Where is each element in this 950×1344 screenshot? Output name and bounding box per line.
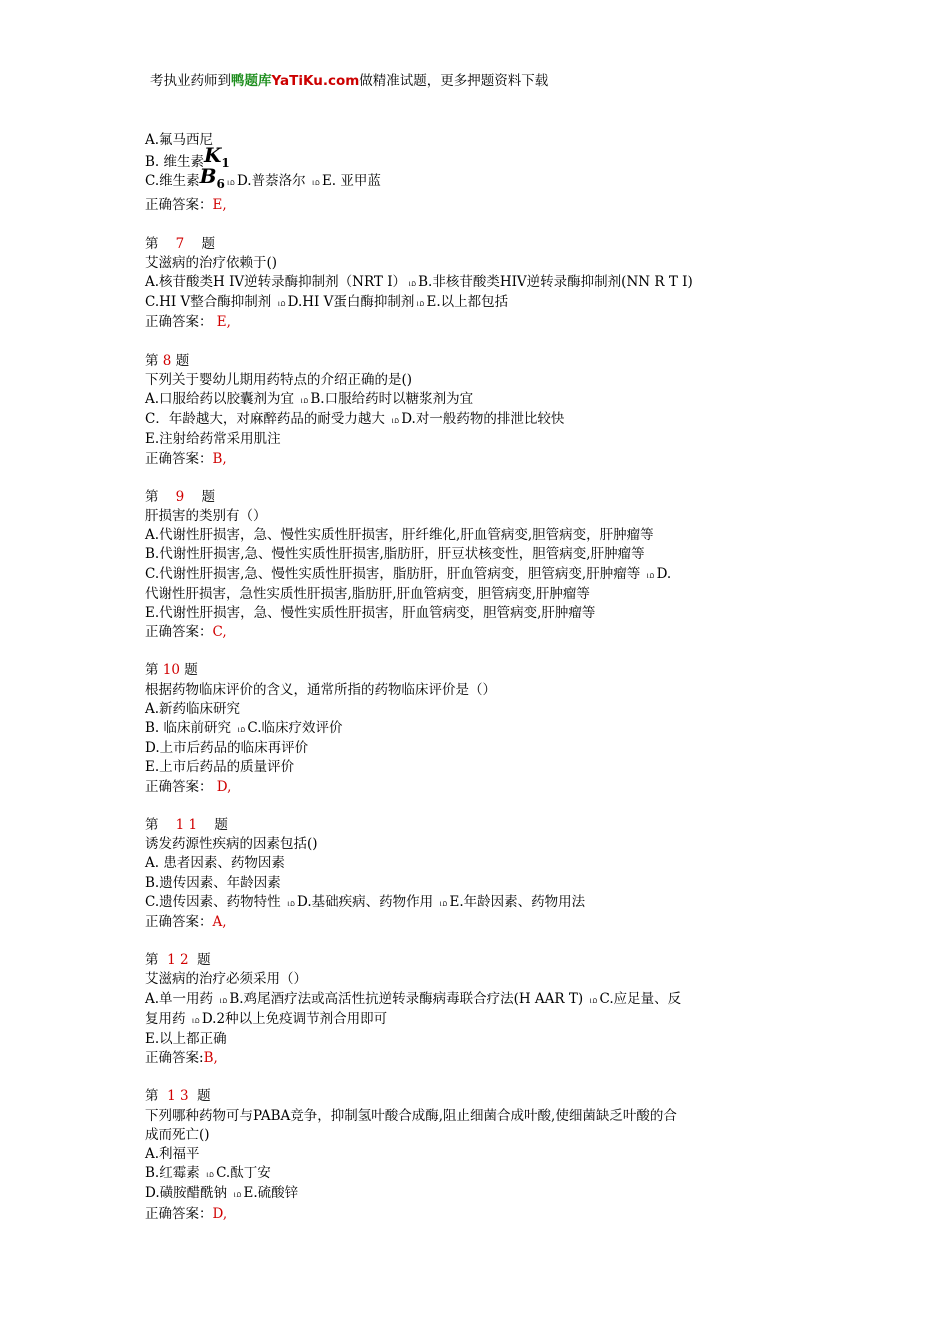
question-number: 1 2 — [167, 952, 189, 969]
separator-icon: ம — [206, 1169, 215, 1181]
question-title — [145, 816, 810, 835]
separator-icon: ம — [300, 395, 309, 407]
option-b — [145, 143, 810, 171]
separator-icon: ம — [219, 994, 228, 1006]
question-number: 7 — [175, 235, 185, 252]
question-stem-line-2: 成而死亡() — [145, 1126, 210, 1143]
question-stem: 诱发药源性疾病的因素包括() — [145, 836, 318, 853]
header-brand-cn[interactable]: 鸭题库 — [231, 73, 272, 89]
answer-label: 正确答案： — [145, 913, 213, 930]
question-number: 9 — [175, 488, 185, 505]
question-13 — [145, 1087, 810, 1223]
option-c-rest: 复用药 — [145, 1010, 186, 1027]
question-11 — [145, 816, 810, 932]
separator-icon: ம — [416, 298, 425, 310]
option-b-text: B.红霉素 — [145, 1165, 200, 1182]
title-suffix: 题 — [197, 1088, 211, 1105]
answer-label: 正确答案： — [145, 450, 213, 467]
option-a-text: A.口服给药以胶囊剂为宜 — [145, 391, 295, 408]
separator-icon: ம — [226, 177, 235, 189]
header-suffix: 做精准试题，更多押题资料下载 — [359, 73, 549, 89]
answer-label: 正确答案： — [145, 624, 213, 641]
option-b-text: B.鸡尾酒疗法或高活性抗逆转录酶病毒联合疗法(H AAR T) — [229, 990, 584, 1007]
question-stem: 艾滋病的治疗依赖于() — [145, 254, 278, 271]
option-cde — [145, 893, 810, 913]
option-d: D.上市后药品的临床再评价 — [145, 740, 309, 757]
separator-icon: ம — [286, 897, 295, 909]
option-a: A.代谢性肝损害，急、慢性实质性肝损害，肝纤维化,肝血管病变,胆管病变，肝肿瘤等 — [145, 527, 654, 544]
answer-value: B, — [212, 450, 227, 467]
option-cd — [145, 565, 810, 585]
option-b: B.代谢性肝损害,急、慢性实质性肝损害,脂肪肝，肝豆状核变性，胆管病变,肝肿瘤等 — [145, 546, 645, 563]
question-stem: 下列关于婴幼儿期用药特点的介绍正确的是() — [145, 371, 413, 388]
question-number: 1 1 — [175, 816, 198, 833]
title-suffix: 题 — [201, 488, 215, 505]
question-title — [145, 1087, 810, 1106]
answer-line — [145, 913, 810, 932]
answer-line — [145, 196, 810, 215]
option-c-head: C.应足量、反 — [599, 990, 682, 1007]
answer-line — [145, 623, 810, 642]
formula-subscript: 6 — [216, 177, 225, 192]
option-e: E.上市后药品的质量评价 — [145, 759, 295, 776]
title-prefix: 第 — [145, 816, 159, 833]
formula-letter: B — [199, 164, 217, 189]
separator-icon: ம — [391, 415, 400, 427]
title-prefix: 第 — [145, 662, 159, 679]
option-cde — [145, 164, 810, 196]
answer-label: 正确答案： — [145, 778, 213, 795]
option-e-text: E.硫酸锌 — [243, 1185, 299, 1202]
separator-icon: ம — [589, 994, 598, 1006]
option-bc — [145, 719, 810, 739]
page-header — [150, 71, 850, 91]
question-number: 8 — [162, 352, 172, 369]
option-e-text: E. 亚甲蓝 — [321, 173, 381, 190]
option-c-text: C.临床疗效评价 — [247, 720, 343, 737]
option-e: E.以上都正确 — [145, 1030, 227, 1047]
separator-icon: ம — [439, 897, 448, 909]
title-suffix: 题 — [184, 662, 198, 679]
option-b-text: B. 维生素 — [145, 154, 205, 171]
question-stem: 肝损害的类别有（） — [145, 508, 267, 525]
separator-icon: ம — [233, 1189, 242, 1201]
separator-icon: ம — [646, 569, 655, 581]
separator-icon: ம — [277, 298, 286, 310]
option-c-text: C.代谢性肝损害,急、慢性实质性肝损害，脂肪肝，肝血管病变，胆管病变,肝肿瘤等 — [145, 565, 641, 582]
title-prefix: 第 — [145, 1088, 159, 1105]
option-abc — [145, 990, 810, 1010]
option-a-text: A.单一用药 — [145, 990, 214, 1007]
option-c-text: C.遗传因素、药物特性 — [145, 893, 281, 910]
option-de — [145, 1184, 810, 1204]
answer-label: 正确答案： — [145, 197, 213, 214]
title-suffix: 题 — [214, 816, 228, 833]
option-a: A.新药临床研究 — [145, 700, 241, 717]
option-c-text: C.HI V整合酶抑制剂 — [145, 294, 272, 311]
question-title — [145, 352, 810, 371]
separator-icon: ம — [408, 278, 417, 290]
answer-label: 正确答案： — [145, 1205, 213, 1222]
formula-letter: K — [204, 143, 222, 168]
option-e: E.代谢性肝损害，急、慢性实质性肝损害，肝血管病变，胆管病变,肝肿瘤等 — [145, 605, 596, 622]
option-e: E.注射给药常采用肌注 — [145, 431, 281, 448]
title-suffix: 题 — [197, 952, 211, 969]
answer-line — [145, 1205, 810, 1224]
option-bc — [145, 1164, 810, 1184]
question-number: 1 3 — [167, 1088, 189, 1105]
option-c-text: C.维生素 — [145, 173, 200, 190]
option-c-text: C．年龄越大，对麻醉药品的耐受力越大 — [145, 411, 385, 428]
option-a: A.利福平 — [145, 1145, 200, 1162]
question-title — [145, 661, 810, 680]
answer-value: C, — [212, 624, 227, 641]
option-ab — [145, 273, 810, 293]
title-prefix: 第 — [145, 488, 159, 505]
option-d-text: D.2种以上免疫调节剂合用即可 — [201, 1010, 388, 1027]
question-title — [145, 488, 810, 507]
answer-value: E, — [212, 197, 227, 214]
answer-label: 正确答案： — [145, 314, 213, 331]
answer-value: D, — [212, 1205, 228, 1222]
question-8 — [145, 352, 810, 469]
document-body — [145, 131, 810, 1243]
title-prefix: 第 — [145, 952, 159, 969]
option-cd-continued — [145, 1010, 810, 1030]
option-d-text: D.HI V蛋白酶抑制剂 — [287, 294, 415, 311]
question-title — [145, 235, 810, 254]
option-cde — [145, 293, 810, 313]
option-e-text: E.年龄因素、药物用法 — [449, 893, 586, 910]
question-10 — [145, 661, 810, 796]
option-b-text: B. 临床前研究 — [145, 720, 232, 737]
option-d-head: D. — [656, 565, 672, 582]
answer-value: D, — [212, 778, 232, 795]
answer-line — [145, 313, 810, 332]
option-d-text: D.磺胺醋酰钠 — [145, 1185, 228, 1202]
header-prefix: 考执业药师到 — [150, 73, 231, 89]
separator-icon: ம — [191, 1014, 200, 1026]
question-title — [145, 951, 810, 970]
option-a: A.氟马西尼 — [145, 132, 214, 148]
option-d-continued: 代谢性肝损害，急性实质性肝损害,脂肪肝,肝血管病变，胆管病变,肝肿瘤等 — [145, 585, 590, 602]
question-stem: 根据药物临床评价的含义，通常所指的药物临床评价是（） — [145, 681, 496, 698]
title-prefix: 第 — [145, 235, 159, 252]
answer-line — [145, 1049, 810, 1068]
option-a-text: A.核苷酸类H IV逆转录酶抑制剂（NRT Ⅰ） — [145, 274, 407, 291]
question-stem: 艾滋病的治疗必须采用（） — [145, 971, 307, 988]
separator-icon: ம — [237, 724, 246, 736]
option-cd — [145, 410, 810, 430]
title-suffix: 题 — [201, 235, 215, 252]
answer-line — [145, 778, 810, 797]
question-7 — [145, 235, 810, 333]
option-d-text: D.普萘洛尔 — [236, 173, 306, 190]
option-a: A. 患者因素、药物因素 — [145, 855, 285, 872]
option-d-text: D.基础疾病、药物作用 — [296, 893, 434, 910]
answer-value: A, — [212, 913, 227, 930]
answer-label: 正确答案: — [145, 1050, 204, 1067]
separator-icon: ம — [311, 177, 320, 189]
vitamin-b6-formula — [199, 164, 225, 192]
option-d-text: D.对一般药物的排泄比较快 — [401, 411, 565, 428]
option-b-text: B.口服给药时以糖浆剂为宜 — [310, 391, 474, 408]
option-b: B.遗传因素、年龄因素 — [145, 874, 281, 891]
option-c-text: C.酞丁安 — [216, 1165, 271, 1182]
title-suffix: 题 — [175, 352, 190, 369]
answer-value: B, — [203, 1050, 218, 1067]
question-12 — [145, 951, 810, 1068]
answer-line — [145, 450, 810, 469]
title-prefix: 第 — [145, 352, 159, 369]
option-e-text: E.以上都包括 — [426, 294, 509, 311]
header-brand-en[interactable]: YaTiKu.com — [271, 73, 360, 89]
question-9 — [145, 488, 810, 643]
question-6 — [145, 131, 810, 216]
option-ab — [145, 390, 810, 410]
question-stem-line-1: 下列哪种药物可与PABA竞争，抑制氢叶酸合成酶,阻止细菌合成叶酸,使细菌缺乏叶酸的合 — [145, 1107, 677, 1124]
option-b-text: B.非核苷酸类HIV逆转录酶抑制剂(NN R T Ⅰ) — [418, 274, 693, 291]
answer-value: E, — [212, 314, 231, 331]
formula-subscript: 1 — [221, 156, 230, 171]
question-number: 10 — [162, 662, 180, 679]
